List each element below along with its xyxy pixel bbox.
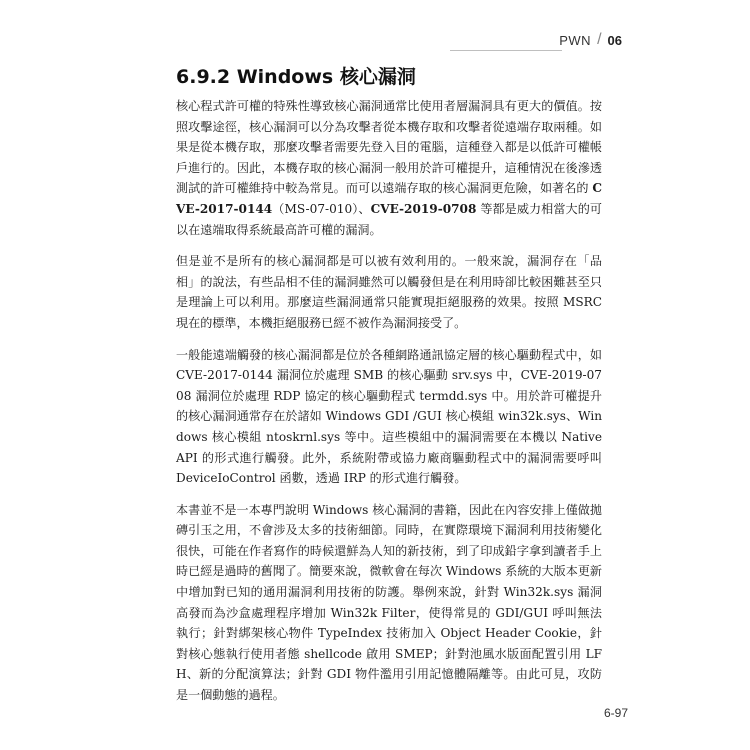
header-rule xyxy=(450,50,562,51)
paragraph-1-text-middle: （MS-07-010）、 xyxy=(272,201,371,216)
paragraph-1-text-after: 等都是威力相當大的可以在遠端取得系統最高許可權的漏洞。 xyxy=(176,201,602,237)
paragraph-1 xyxy=(176,96,602,240)
header-section-name: PWN xyxy=(559,32,592,48)
paragraph-3: 一般能遠端觸發的核心漏洞都是位於各種網路通訊協定層的核心驅動程式中，如 CVE-2017-0144 漏洞位於處理 SMB 的核心驅動 srv.sys 中，CVE-2019-0708 漏洞位於處理 RDP 協定的核心驅動程式 termdd.sys 中。用於許可權提升的核心漏洞通常存在於諸如 Windows GDI /GUI 核心模組 win32k.sys、Windows 核心模組 ntoskrnl.sys 等中。這些模組中的漏洞需要在本機以 Native API 的形式進行觸發。此外，系統附帶或協力廠商驅動程式中的漏洞需要呼叫 DeviceIoControl 函數，透過 IRP 的形式進行觸發。 xyxy=(176,347,602,486)
header-chapter-number: 06 xyxy=(607,32,622,48)
cve-2019-0708-bold: CVE-2019-0708 xyxy=(370,201,477,216)
cve-2017-0144-bold: CVE-2017-0144 xyxy=(176,181,602,216)
paragraph-4: 本書並不是一本專門說明 Windows 核心漏洞的書籍，因此在內容安排上僅做拋磚引玉之用，不會涉及太多的技術細節。同時，在實際環境下漏洞利用技術變化很快，可能在作者寫作的時候還鮮為人知的新技術，到了印成鉛字拿到讀者手上時已經是過時的舊聞了。簡要來說，微軟會在每次 Windows 系統的大版本更新中增加對已知的通用漏洞利用技術的防護。舉例來說，針對 Win32k.sys 漏洞高發而為沙盒處理程序增加 Win32k Filter，使得常見的 GDI/GUI 呼叫無法執行；針對綁架核心物件 TypeIndex 技術加入 Object Header Cookie，針對核心態執行使用者態 shellcode 啟用 SMEP；針對池風水版面配置引用 LFH、新的分配演算法；針對 GDI 物件濫用引用記憶體隔離等。由此可見，攻防是一個動態的過程。 xyxy=(176,502,602,703)
section-title: 6.9.2 Windows 核心漏洞 xyxy=(176,66,416,88)
paragraph-2: 但是並不是所有的核心漏洞都是可以被有效利用的。一般來說，漏洞存在「品相」的說法，有些品相不佳的漏洞雖然可以觸發但是在利用時卻比較困難甚至只是理論上可以利用。那麼這些漏洞通常只能實現拒絕服務的效果。按照 MSRC 現在的標準，本機拒絕服務已經不被作為漏洞接受了。 xyxy=(176,254,602,330)
header-separator: / xyxy=(597,31,602,48)
running-header xyxy=(559,28,622,52)
body-content xyxy=(176,96,602,717)
page-number: 6-97 xyxy=(603,706,628,720)
paragraph-1-text-before: 核心程式許可權的特殊性導致核心漏洞通常比使用者層漏洞具有更大的價值。按照攻擊途徑，核心漏洞可以分為攻擊者從本機存取和攻擊者從遠端存取兩種。如果是從本機存取，那麼攻擊者需要先登入目的電腦，這種登入都是以低許可權帳戶進行的。因此，本機存取的核心漏洞一般用於許可權提升，這種情況在後滲透測試的許可權維持中較為常見。而可以遠端存取的核心漏洞更危險，如著名的 xyxy=(176,99,602,196)
